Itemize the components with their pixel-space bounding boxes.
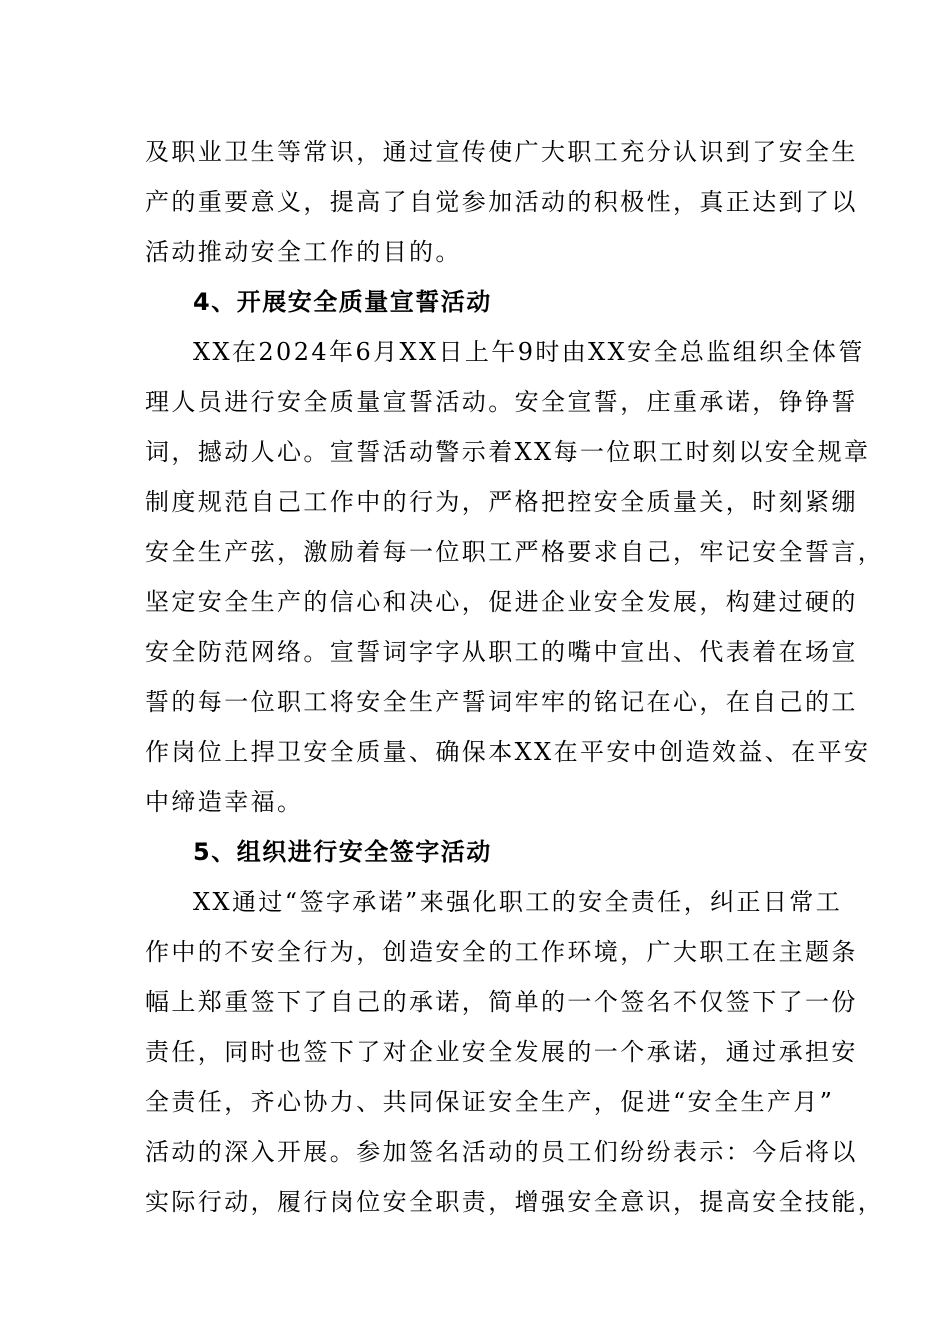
paragraph-line: 全责任，齐心协力、共同保证安全生产，促进“安全生产月” (145, 1088, 835, 1116)
paragraph-line: 安全生产弦，激励着每一位职工严格要求自己，牢记安全誓言， (145, 538, 885, 566)
paragraph-line: 责任，同时也签下了对企业安全发展的一个承诺，通过承担安 (145, 1038, 858, 1066)
paragraph-line: XX通过“签字承诺”来强化职工的安全责任，纠正日常工 (193, 888, 843, 916)
paragraph-line: 实际行动，履行岗位安全职责，增强安全意识，提高安全技能， (145, 1188, 885, 1216)
paragraph-line: 制度规范自己工作中的行为，严格把控安全质量关，时刻紧绷 (145, 488, 858, 516)
paragraph-line: 安全防范网络。宣誓词字字从职工的嘴中宣出、代表着在场宣 (145, 638, 858, 666)
paragraph-line: 词，撼动人心。宣誓活动警示着XX每一位职工时刻以安全规章 (145, 438, 871, 466)
paragraph-line: 作岗位上捍卫安全质量、确保本XX在平安中创造效益、在平安 (145, 738, 871, 766)
section-heading-5: 5、组织进行安全签字活动 (193, 838, 492, 866)
paragraph-line: 产的重要意义，提高了自觉参加活动的积极性，真正达到了以 (145, 188, 858, 216)
paragraph-line: 活动的深入开展。参加签名活动的员工们纷纷表示：今后将以 (145, 1138, 858, 1166)
paragraph-line: 理人员进行安全质量宣誓活动。安全宣誓，庄重承诺，铮铮誓 (145, 388, 858, 416)
paragraph-line: 活动推动安全工作的目的。 (145, 238, 462, 266)
paragraph-line: 中缔造幸福。 (145, 788, 304, 816)
paragraph-line: 幅上郑重签下了自己的承诺，简单的一个签名不仅签下了一份 (145, 988, 858, 1016)
paragraph-line: 作中的不安全行为，创造安全的工作环境，广大职工在主题条 (145, 938, 858, 966)
section-heading-4: 4、开展安全质量宣誓活动 (193, 288, 492, 316)
paragraph-line: 誓的每一位职工将安全生产誓词牢牢的铭记在心，在自己的工 (145, 688, 858, 716)
paragraph-line: 坚定安全生产的信心和决心，促进企业安全发展，构建过硬的 (145, 588, 858, 616)
paragraph-line: XX在2024年6月XX日上午9时由XX安全总监组织全体管 (193, 338, 865, 366)
paragraph-line: 及职业卫生等常识，通过宣传使广大职工充分认识到了安全生 (145, 138, 858, 166)
